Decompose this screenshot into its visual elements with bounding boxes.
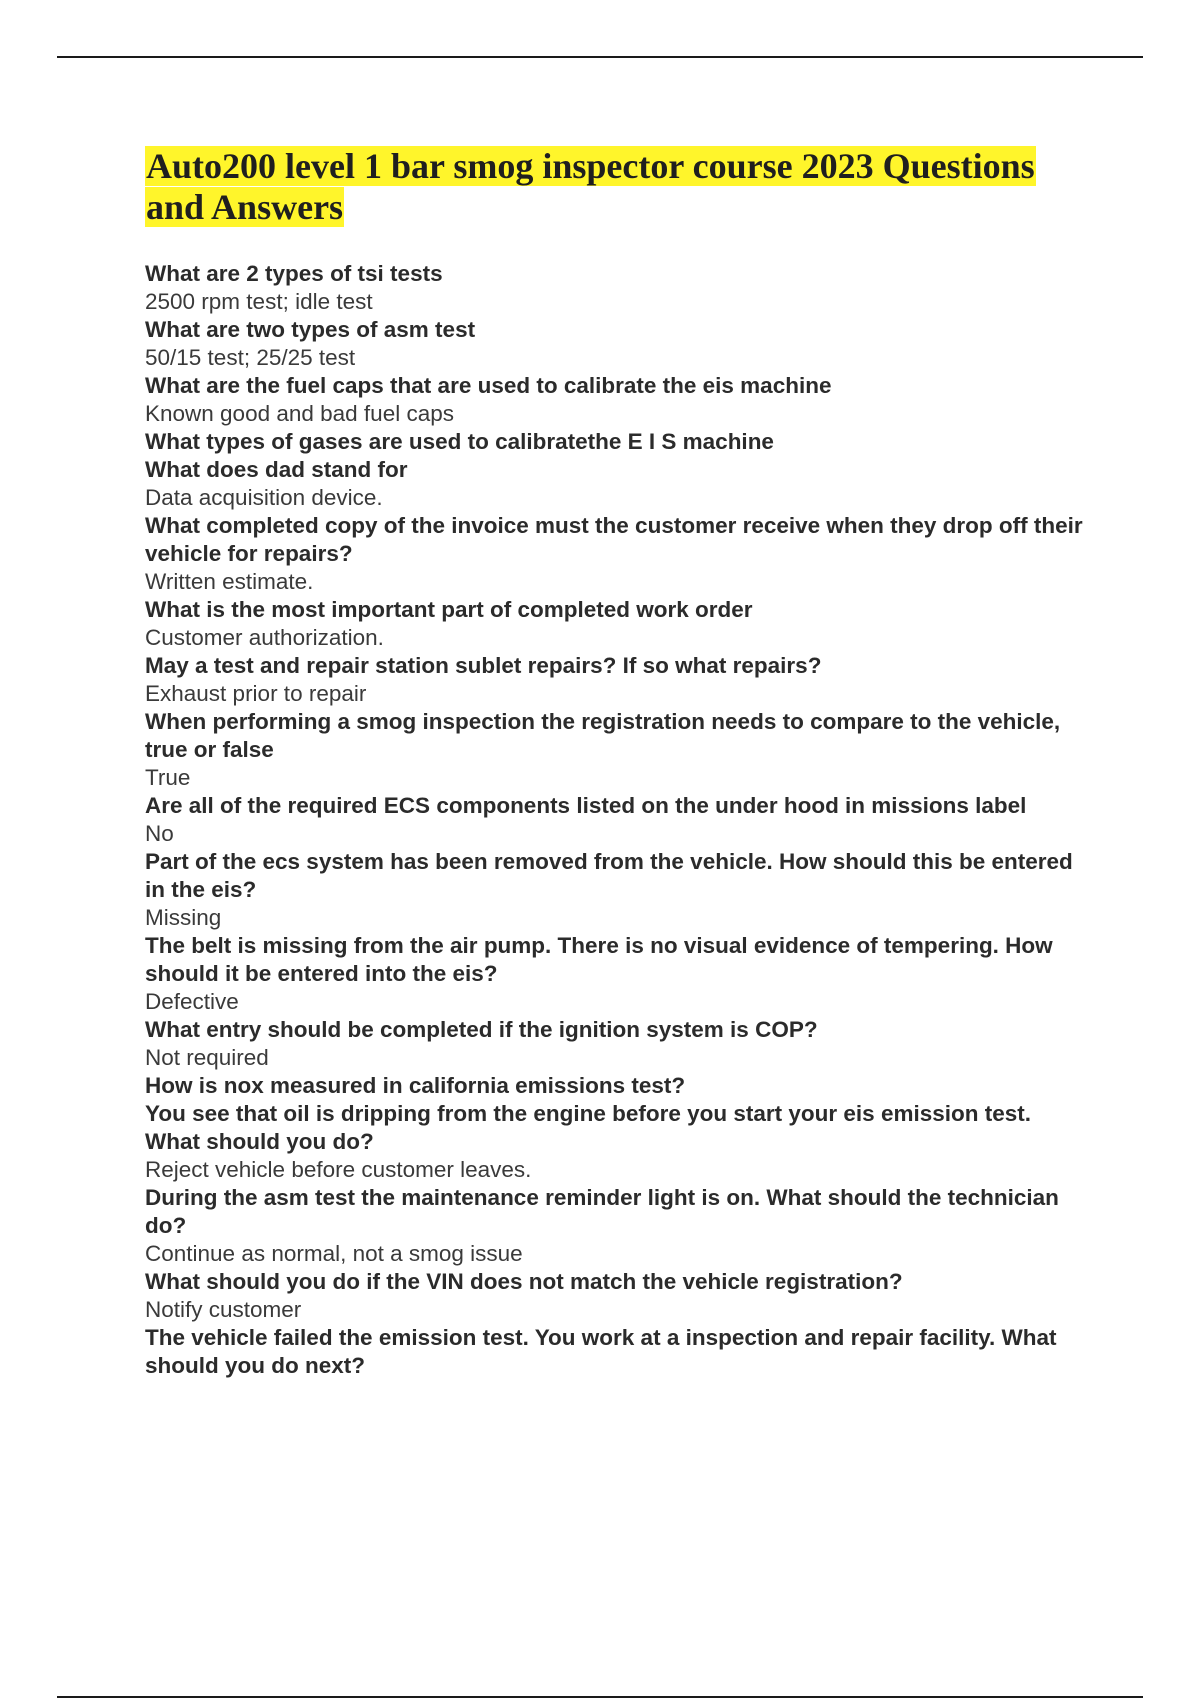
- bottom-rule: [57, 1696, 1143, 1698]
- question: What are 2 types of tsi tests: [145, 261, 443, 286]
- question: Part of the ecs system has been removed from the vehicle. How should this be entered in the eis?: [145, 849, 1073, 902]
- answer: Reject vehicle before customer leaves.: [145, 1157, 532, 1182]
- document-body: [145, 146, 1090, 1380]
- qa-list: [145, 260, 1090, 1380]
- document-title: [145, 146, 1090, 228]
- question: Are all of the required ECS components listed on the under hood in missions label: [145, 793, 1027, 818]
- title-highlight: Auto200 level 1 bar smog inspector course 2023 Questions and Answers: [146, 146, 1035, 227]
- answer: Data acquisition device.: [145, 485, 383, 510]
- answer: True: [145, 765, 191, 790]
- answer: Customer authorization.: [145, 625, 384, 650]
- question: The belt is missing from the air pump. There is no visual evidence of tempering. How should it be entered into the eis?: [145, 933, 1053, 986]
- question: How is nox measured in california emissions test?: [145, 1073, 686, 1098]
- question: What are the fuel caps that are used to calibrate the eis machine: [145, 373, 832, 398]
- answer: Continue as normal, not a smog issue: [145, 1241, 523, 1266]
- answer: Exhaust prior to repair: [145, 681, 367, 706]
- question: What types of gases are used to calibratethe E I S machine: [145, 429, 774, 454]
- question: The vehicle failed the emission test. You work at a inspection and repair facility. What should you do next?: [145, 1325, 1057, 1378]
- question: You see that oil is dripping from the engine before you start your eis emission test. What should you do?: [145, 1101, 1031, 1154]
- answer: 2500 rpm test; idle test: [145, 289, 373, 314]
- question: During the asm test the maintenance reminder light is on. What should the technician do?: [145, 1185, 1059, 1238]
- answer: Known good and bad fuel caps: [145, 401, 454, 426]
- question: What is the most important part of completed work order: [145, 597, 753, 622]
- top-rule: [57, 56, 1143, 58]
- question: What entry should be completed if the ignition system is COP?: [145, 1017, 818, 1042]
- question: What does dad stand for: [145, 457, 408, 482]
- answer: Defective: [145, 989, 239, 1014]
- answer: No: [145, 821, 174, 846]
- answer: Missing: [145, 905, 222, 930]
- question: What should you do if the VIN does not match the vehicle registration?: [145, 1269, 903, 1294]
- answer: 50/15 test; 25/25 test: [145, 345, 356, 370]
- question: May a test and repair station sublet repairs? If so what repairs?: [145, 653, 822, 678]
- answer: Not required: [145, 1045, 269, 1070]
- question: When performing a smog inspection the registration needs to compare to the vehicle, true or false: [145, 709, 1061, 762]
- question: What are two types of asm test: [145, 317, 476, 342]
- answer: Notify customer: [145, 1297, 302, 1322]
- question: What completed copy of the invoice must the customer receive when they drop off their vehicle for repairs?: [145, 513, 1083, 566]
- answer: Written estimate.: [145, 569, 314, 594]
